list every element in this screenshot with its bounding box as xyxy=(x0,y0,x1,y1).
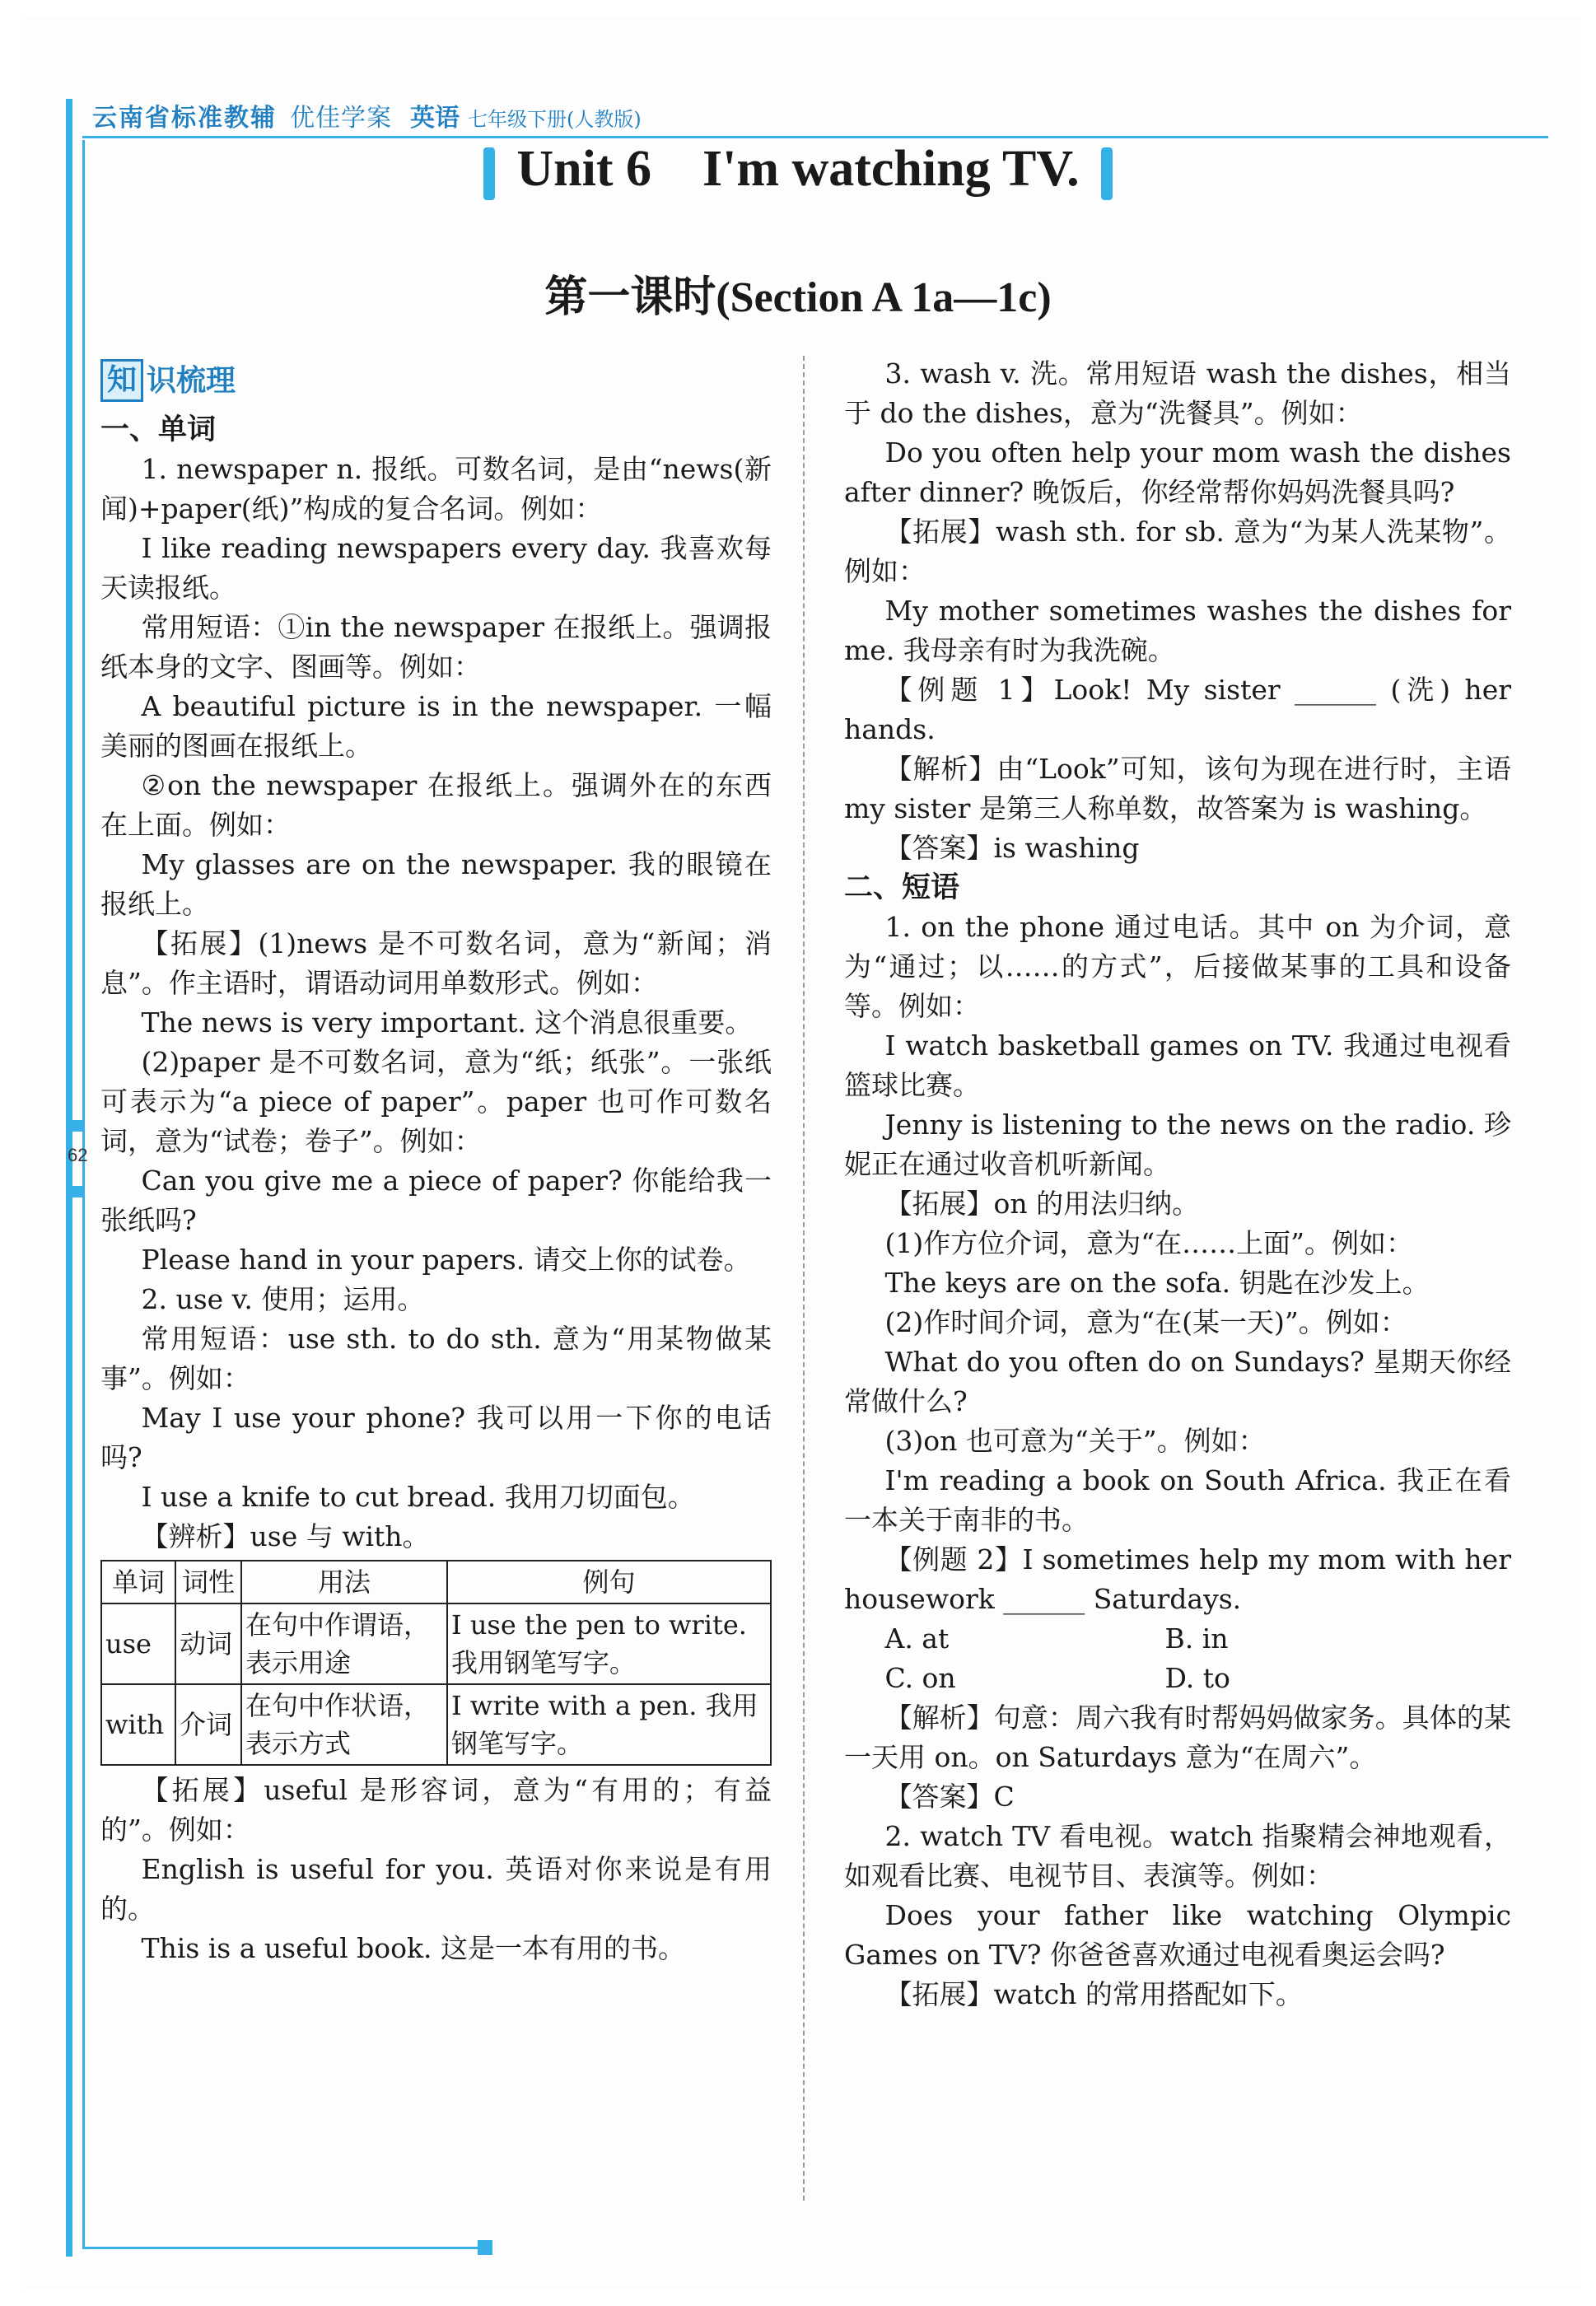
left-column xyxy=(100,354,772,1968)
unit-title-block xyxy=(0,140,1596,200)
example-sentence: May I use your phone? 我可以用一下你的电话吗? xyxy=(100,1402,772,1473)
answer-options xyxy=(844,1659,1511,1698)
table-cell: use xyxy=(101,1603,175,1684)
example-sentence: Jenny is listening to the news on the radio. 珍妮正在通过收音机听新闻。 xyxy=(844,1109,1511,1180)
analysis-2: 【解析】句意：周六我有时帮妈妈做家务。具体的某一天用 on。on Saturdays 意为“在周六”。 xyxy=(844,1701,1511,1773)
option-c: C. on xyxy=(884,1662,956,1694)
paragraph: 【拓展】watch 的常用搭配如下。 xyxy=(884,1978,1303,2010)
comparison-table xyxy=(100,1560,772,1766)
running-header xyxy=(92,97,642,133)
option-a: A. at xyxy=(884,1622,950,1655)
paragraph: (3)on 也可意为“关于”。例如： xyxy=(884,1425,1266,1457)
example-sentence: What do you often do on Sundays? 星期天你经常做什么? xyxy=(844,1346,1511,1417)
example-sentence: Can you give me a piece of paper? 你能给我一张纸吗? xyxy=(100,1165,772,1236)
footer-square xyxy=(478,2240,492,2255)
example-sentence: Does your father like watching Olympic Games on TV? 你爸爸喜欢通过电视看奥运会吗? xyxy=(844,1899,1511,1971)
paragraph: (1)作方位介词，意为“在……上面”。例如： xyxy=(884,1227,1413,1259)
header-brand: 云南省标准教辅 xyxy=(92,104,277,133)
footer-rule xyxy=(82,2247,486,2249)
option-b: B. in xyxy=(1164,1622,1229,1655)
example-sentence: I like reading newspapers every day. 我喜欢每天读报纸。 xyxy=(100,532,772,604)
table-cell: 介词 xyxy=(175,1684,241,1765)
column-divider xyxy=(803,356,805,2201)
paragraph: 1. on the phone 通过电话。其中 on 为介词，意为“通过；以……的方式”，后接做某事的工具和设备等。例如： xyxy=(844,911,1511,1022)
paragraph: (2)paper 是不可数名词，意为“纸；纸张”。一张纸可表示为“a piece of paper”。paper 也可作可数名词，意为“试卷；卷子”。例如： xyxy=(100,1046,772,1157)
paragraph: 【拓展】wash sth. for sb. 意为“为某人洗某物”。例如： xyxy=(844,516,1511,587)
example-sentence: This is a useful book. 这是一本有用的书。 xyxy=(141,1932,685,1964)
paragraph: 2. watch TV 看电视。watch 指聚精会神地观看，如观看比赛、电视节目、表演等。例如： xyxy=(844,1820,1511,1892)
knowledge-heading-text: 识梳理 xyxy=(147,363,236,397)
paragraph: 2. use v. 使用；运用。 xyxy=(141,1283,425,1315)
example-sentence: I watch basketball games on TV. 我通过电视看篮球比赛。 xyxy=(844,1029,1511,1101)
answer-options xyxy=(844,1619,1511,1659)
paragraph: 3. wash v. 洗。常用短语 wash the dishes，相当于 do the dishes，意为“洗餐具”。例如： xyxy=(844,357,1511,429)
table-header: 例句 xyxy=(447,1561,771,1603)
title-bracket-right xyxy=(1101,147,1113,200)
left-margin-bar xyxy=(66,99,72,2257)
page-number-mark xyxy=(66,1120,84,1132)
header-subject: 英语 xyxy=(410,104,460,133)
paragraph: 【拓展】useful 是形容词，意为“有用的；有益的”。例如： xyxy=(100,1774,772,1846)
table-cell: 动词 xyxy=(175,1603,241,1684)
example-sentence: Please hand in your papers. 请交上你的试卷。 xyxy=(141,1244,751,1276)
example-sentence: I'm reading a book on South Africa. 我正在看一本关于南非的书。 xyxy=(844,1464,1511,1536)
table-cell: 在句中作状语，表示方式 xyxy=(241,1684,447,1765)
unit-title: Unit 6 I'm watching TV. xyxy=(516,141,1080,197)
paragraph: 【拓展】on 的用法归纳。 xyxy=(884,1188,1200,1220)
paragraph: 【辨析】use 与 with。 xyxy=(141,1520,430,1552)
example-sentence: English is useful for you. 英语对你来说是有用的。 xyxy=(100,1853,772,1925)
table-cell: I write with a pen. 我用钢笔写字。 xyxy=(447,1684,771,1765)
answer-2: 【答案】C xyxy=(884,1781,1015,1813)
table-row xyxy=(101,1684,771,1765)
paragraph: 【拓展】(1)news 是不可数名词，意为“新闻；消息”。作主语时，谓语动词用单数形式。例如： xyxy=(100,927,772,999)
knowledge-icon: 知 xyxy=(100,359,143,402)
lesson-title: 第一课时(Section A 1a—1c) xyxy=(544,274,1052,321)
section-heading-phrases: 二、短语 xyxy=(844,871,960,903)
example-sentence: Do you often help your mom wash the dishes after dinner? 晚饭后，你经常帮你妈妈洗餐具吗? xyxy=(844,436,1511,508)
section-heading-words: 一、单词 xyxy=(100,413,217,446)
paragraph: (2)作时间介词，意为“在(某一天)”。例如： xyxy=(884,1306,1407,1338)
table-header: 单词 xyxy=(101,1561,175,1603)
analysis-1: 【解析】由“Look”可知，该句为现在进行时，主语 my sister 是第三人称单数，故答案为 is washing。 xyxy=(844,753,1511,824)
table-cell: I use the pen to write. 我用钢笔写字。 xyxy=(447,1603,771,1684)
paragraph: ②on the newspaper 在报纸上。强调外在的东西在上面。例如： xyxy=(100,769,772,841)
example-sentence: The news is very important. 这个消息很重要。 xyxy=(141,1006,753,1039)
paragraph: 1. newspaper n. 报纸。可数名词，是由“news(新闻)+paper(纸)”构成的复合名词。例如： xyxy=(100,453,772,525)
example-sentence: A beautiful picture is in the newspaper. 一幅美丽的图画在报纸上。 xyxy=(100,690,772,762)
paragraph: 常用短语：use sth. to do sth. 意为“用某物做某事”。例如： xyxy=(100,1323,772,1394)
table-header: 词性 xyxy=(175,1561,241,1603)
example-question-2: 【例题 2】I sometimes help my mom with her housework ______ Saturdays. xyxy=(844,1543,1511,1615)
example-sentence: The keys are on the sofa. 钥匙在沙发上。 xyxy=(884,1267,1430,1299)
right-column xyxy=(844,354,1511,2014)
header-rule xyxy=(82,136,1548,138)
page-number: 62 xyxy=(68,1145,88,1165)
example-sentence: My glasses are on the newspaper. 我的眼镜在报纸上。 xyxy=(100,848,772,920)
table-row xyxy=(101,1603,771,1684)
header-series: 优佳学案 xyxy=(290,104,392,133)
table-cell: 在句中作谓语，表示用途 xyxy=(241,1603,447,1684)
title-bracket-left xyxy=(483,147,495,200)
example-sentence: I use a knife to cut bread. 我用刀切面包。 xyxy=(141,1481,695,1513)
answer-1: 【答案】is washing xyxy=(884,832,1140,864)
option-d: D. to xyxy=(1164,1662,1230,1694)
page-number-mark xyxy=(66,1186,84,1197)
example-question-1: 【例题 1】Look! My sister ______ (洗) her hands. xyxy=(844,674,1511,745)
example-sentence: My mother sometimes washes the dishes for me. 我母亲有时为我洗碗。 xyxy=(844,595,1511,666)
table-cell: with xyxy=(101,1684,175,1765)
table-header-row xyxy=(101,1561,771,1603)
knowledge-heading xyxy=(100,359,236,402)
paragraph: 常用短语：①in the newspaper 在报纸上。强调报纸本身的文字、图画等。例如： xyxy=(100,611,772,683)
table-header: 用法 xyxy=(241,1561,447,1603)
header-grade: 七年级下册(人教版) xyxy=(468,108,642,131)
